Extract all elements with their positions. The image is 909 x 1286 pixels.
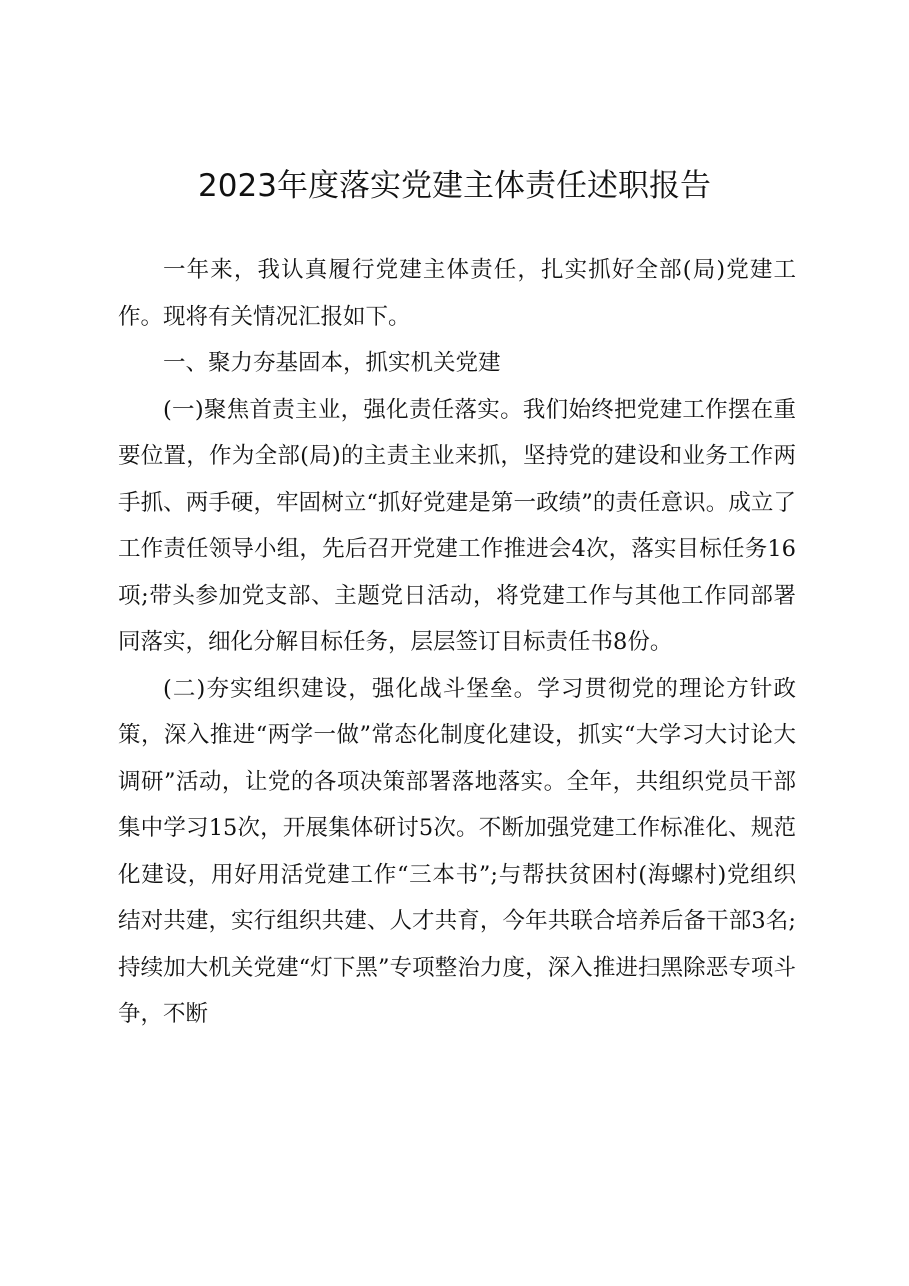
document-body [118, 247, 796, 1038]
intro-paragraph: 一年来，我认真履行党建主体责任，扎实抓好全部(局)党建工作。现将有关情况汇报如下。 [118, 257, 796, 330]
subsection-paragraph-2: (二)夯实组织建设，强化战斗堡垒。学习贯彻党的理论方针政策，深入推进“两学一做”常态化制度化建设，抓实“大学习大讨论大调研”活动，让党的各项决策部署落地落实。全年，共组织党员干部集中学习15次，开展集体研讨5次。不断加强党建工作标准化、规范化建设，用好用活党建工作“三本书”;与帮扶贫困村(海螺村)党组织结对共建，实行组织共建、人才共育，今年共联合培养后备干部3名;持续加大机关党建“灯下黑”专项整治力度，深入推进扫黑除恶专项斗争，不断 [118, 675, 796, 1027]
document-title: 2023年度落实党建主体责任述职报告 [198, 168, 711, 204]
section-heading: 一、聚力夯基固本，抓实机关党建 [163, 350, 501, 376]
subsection-paragraph-1: (一)聚焦首责主业，强化责任落实。我们始终把党建工作摆在重要位置，作为全部(局)的主责主业来抓，坚持党的建设和业务工作两手抓、两手硬，牢固树立“抓好党建是第一政绩”的责任意识。成立了工作责任领导小组，先后召开党建工作推进会4次，落实目标任务16项;带头参加党支部、主题党日活动，将党建工作与其他工作同部署同落实，细化分解目标任务，层层签订目标责任书8份。 [118, 396, 796, 655]
